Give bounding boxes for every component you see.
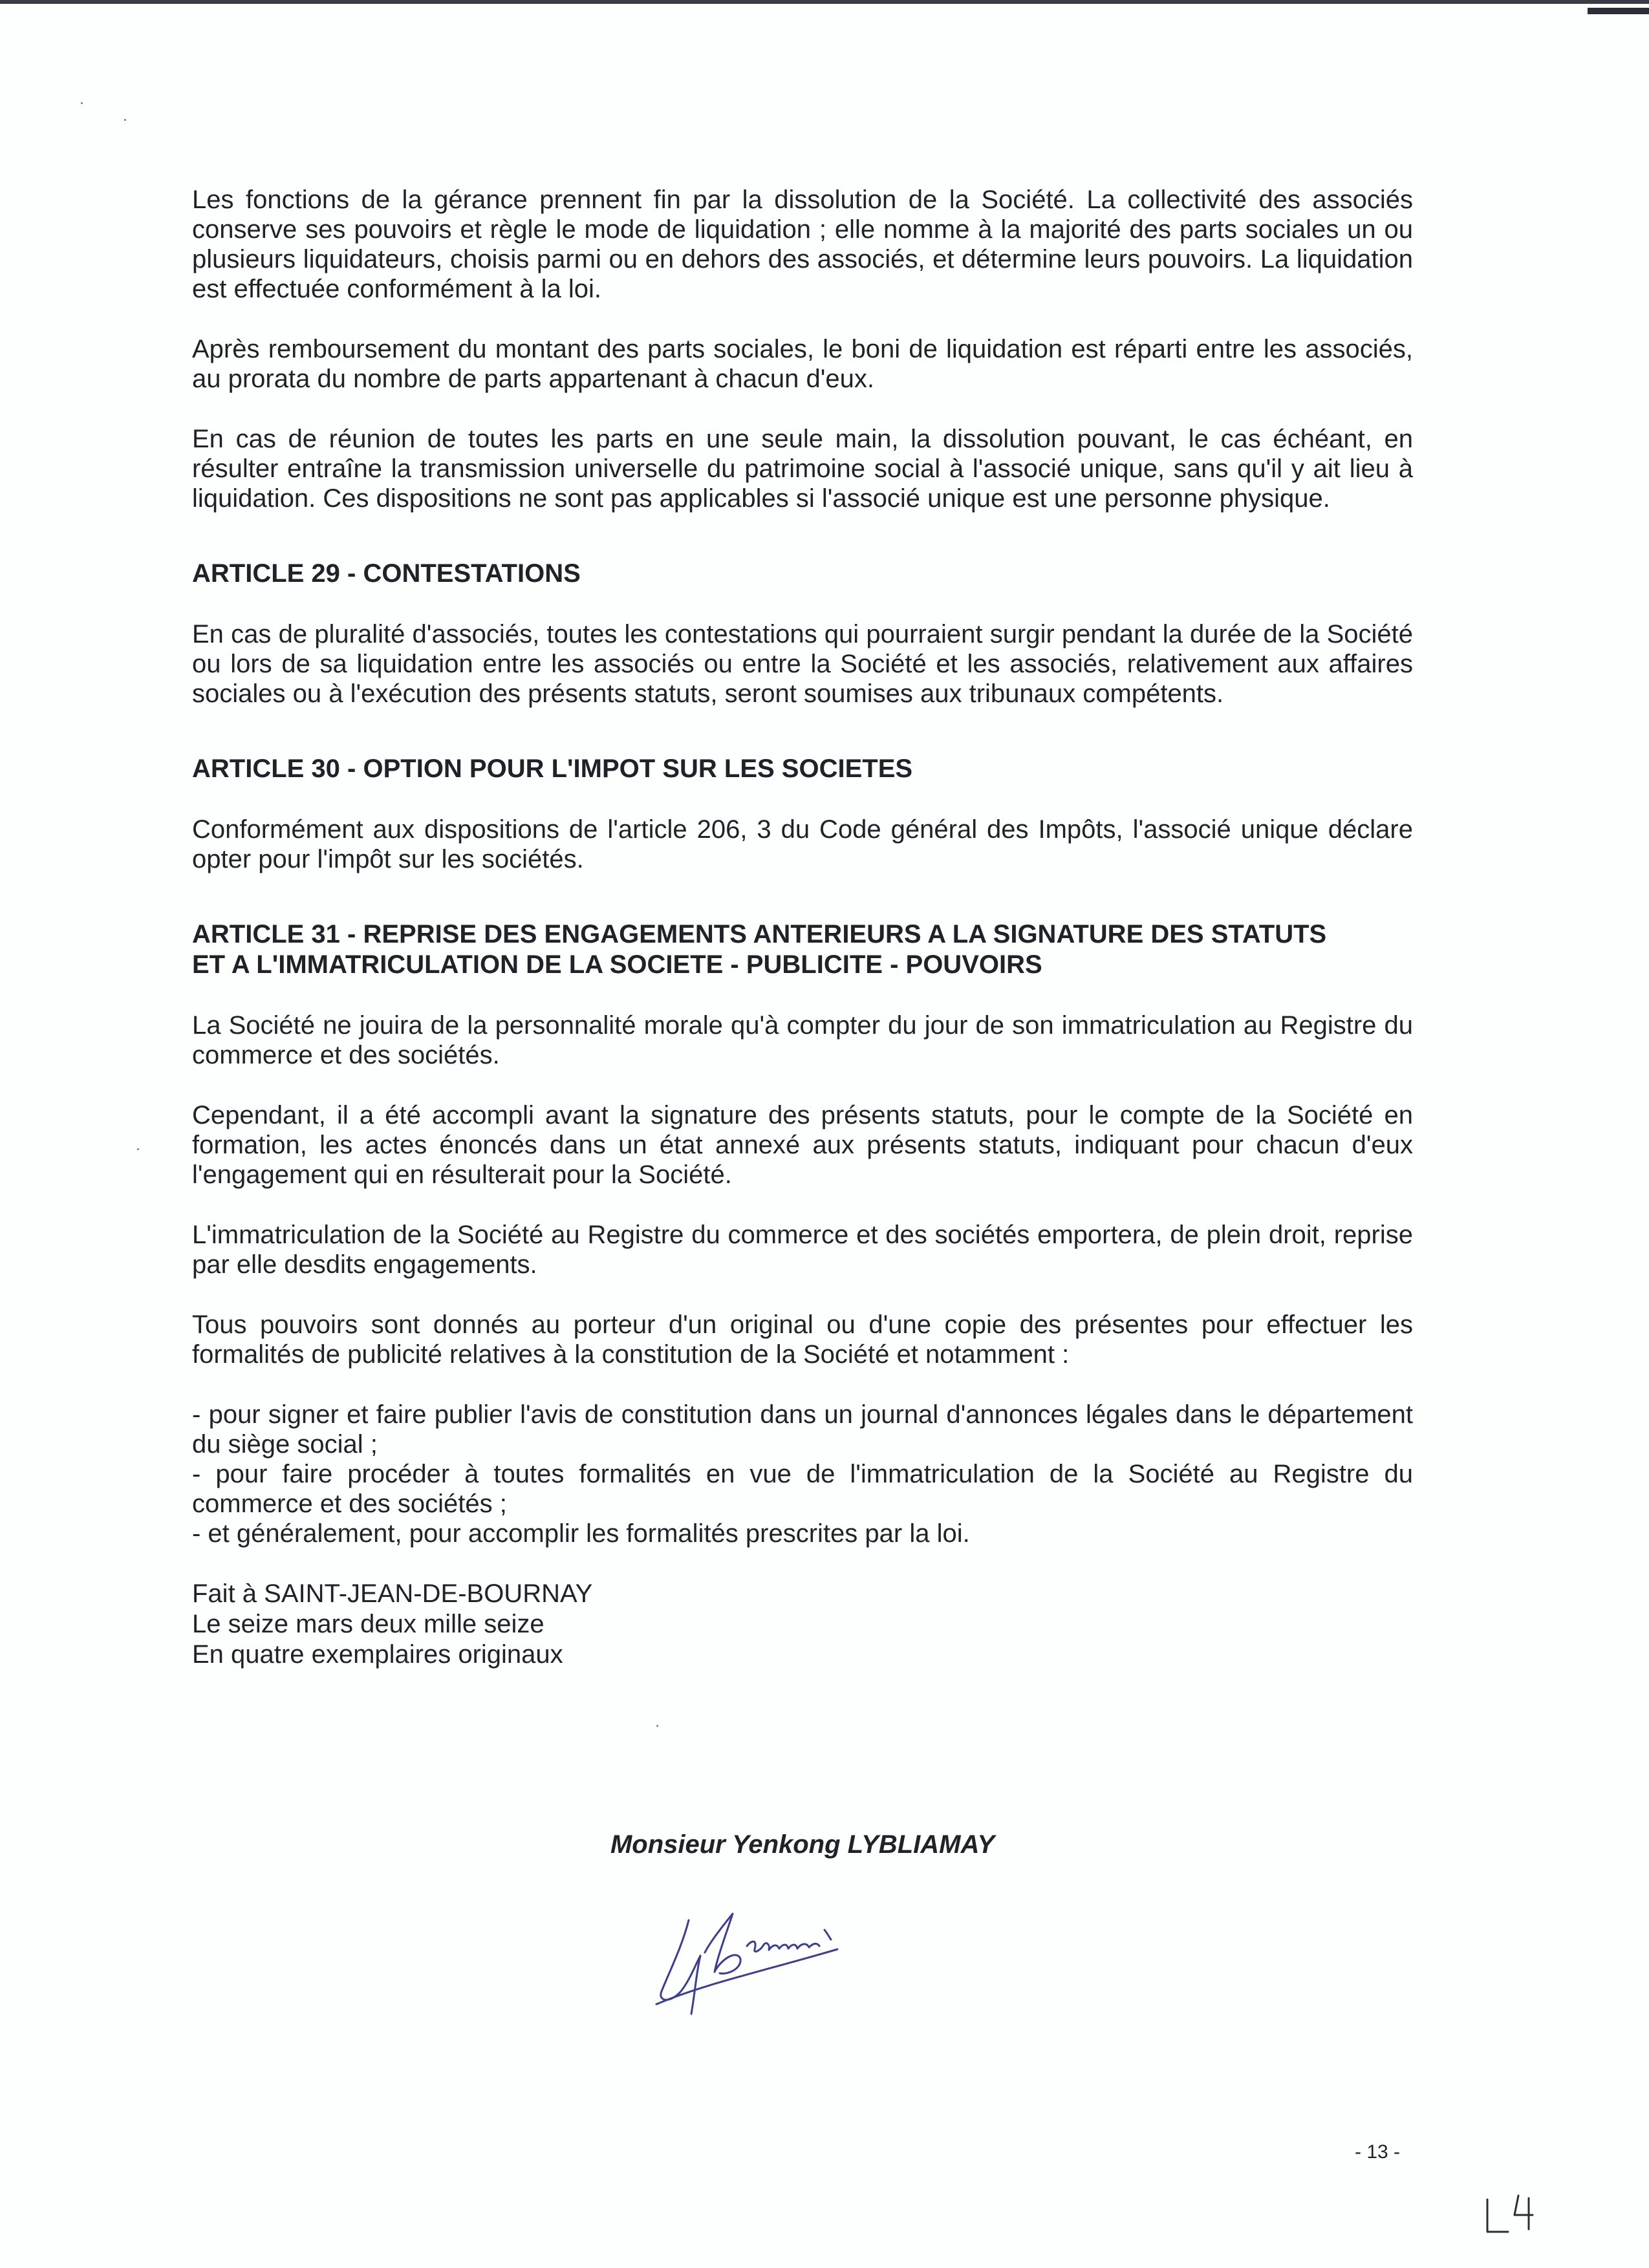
article-31-paragraph: Cependant, il a été accompli avant la signature des présents statuts, pour le compte de la Société en formation, les actes énoncés dans un état annexé aux présents statuts, indiquant pour chacun d'eux l'engagement qui en résulterait pour la Société. <box>192 1101 1413 1189</box>
scan-top-edge-tab <box>1588 8 1649 14</box>
article-31-list-item: - pour faire procéder à toutes formalités en vue de l'immatriculation de la Société au Registre du commerce et des sociétés ; <box>192 1460 1413 1518</box>
paragraph-reunion: En cas de réunion de toutes les parts en une seule main, la dissolution pouvant, le cas échéant, en résulter entraîne la transmission universelle du patrimoine social à l'associé unique, sans qu'il y ait lieu à liquidation. Ces dispositions ne sont pas applicables si l'associé unique est une personne physique. <box>192 425 1413 513</box>
scan-speck <box>81 102 83 104</box>
handwritten-signature <box>650 1894 863 2024</box>
scan-top-edge <box>0 0 1649 4</box>
article-30-text: Conformément aux dispositions de l'article 206, 3 du Code général des Impôts, l'associé unique déclare opter pour l'impôt sur les sociétés. <box>192 815 1413 873</box>
article-31-paragraph: L'immatriculation de la Société au Registre du commerce et des sociétés emportera, de plein droit, reprise par elle desdits engagements. <box>192 1221 1413 1279</box>
article-30-heading: ARTICLE 30 - OPTION POUR L'IMPOT SUR LES SOCIETES <box>192 754 913 783</box>
page-number: - 13 - <box>1355 2141 1401 2163</box>
article-31-heading-line1: ARTICLE 31 - REPRISE DES ENGAGEMENTS ANTERIEURS A LA SIGNATURE DES STATUTS <box>192 920 1327 948</box>
scan-speck <box>124 119 126 121</box>
page-body <box>192 185 1413 1859</box>
closing-date: Le seize mars deux mille seize <box>192 1610 544 1638</box>
article-29-heading: ARTICLE 29 - CONTESTATIONS <box>192 559 581 588</box>
article-31-list-item: - pour signer et faire publier l'avis de constitution dans un journal d'annonces légales dans le département du siège social ; <box>192 1400 1413 1459</box>
article-31-paragraph: Tous pouvoirs sont donnés au porteur d'un original ou d'une copie des présentes pour effectuer les formalités de publicité relatives à la constitution de la Société et notamment : <box>192 1311 1413 1369</box>
paragraph-boni: Après remboursement du montant des parts sociales, le boni de liquidation est réparti entre les associés, au prorata du nombre de parts appartenant à chacun d'eux. <box>192 335 1413 393</box>
paragraph-gerance: Les fonctions de la gérance prennent fin par la dissolution de la Société. La collectivité des associés conserve ses pouvoirs et règle le mode de liquidation ; elle nomme à la majorité des parts sociales un ou plusieurs liquidateurs, choisis parmi ou en dehors des associés, et détermine leurs pouvoirs. La liquidation est effectuée conformément à la loi. <box>192 186 1413 303</box>
article-31-list-item: - et généralement, pour accomplir les formalités prescrites par la loi. <box>192 1519 970 1548</box>
article-31-heading-line2: ET A L'IMMATRICULATION DE LA SOCIETE - PUBLICITE - POUVOIRS <box>192 950 1042 979</box>
signatory-name: Monsieur Yenkong LYBLIAMAY <box>610 1830 995 1859</box>
handwritten-annotation-l4 <box>1481 2192 1539 2243</box>
closing-place: Fait à SAINT-JEAN-DE-BOURNAY <box>192 1579 593 1608</box>
scan-speck <box>137 1148 139 1150</box>
article-29-text: En cas de pluralité d'associés, toutes les contestations qui pourraient surgir pendant la durée de la Société ou lors de sa liquidation entre les associés ou entre la Société et les associés, relativement aux affaires sociales ou à l'exécution des présents statuts, seront soumises aux tribunaux compétents. <box>192 620 1413 708</box>
scan-speck <box>656 1725 658 1727</box>
closing-copies: En quatre exemplaires originaux <box>192 1640 563 1669</box>
article-31-paragraph: La Société ne jouira de la personnalité morale qu'à compter du jour de son immatriculation au Registre du commerce et des sociétés. <box>192 1011 1413 1069</box>
